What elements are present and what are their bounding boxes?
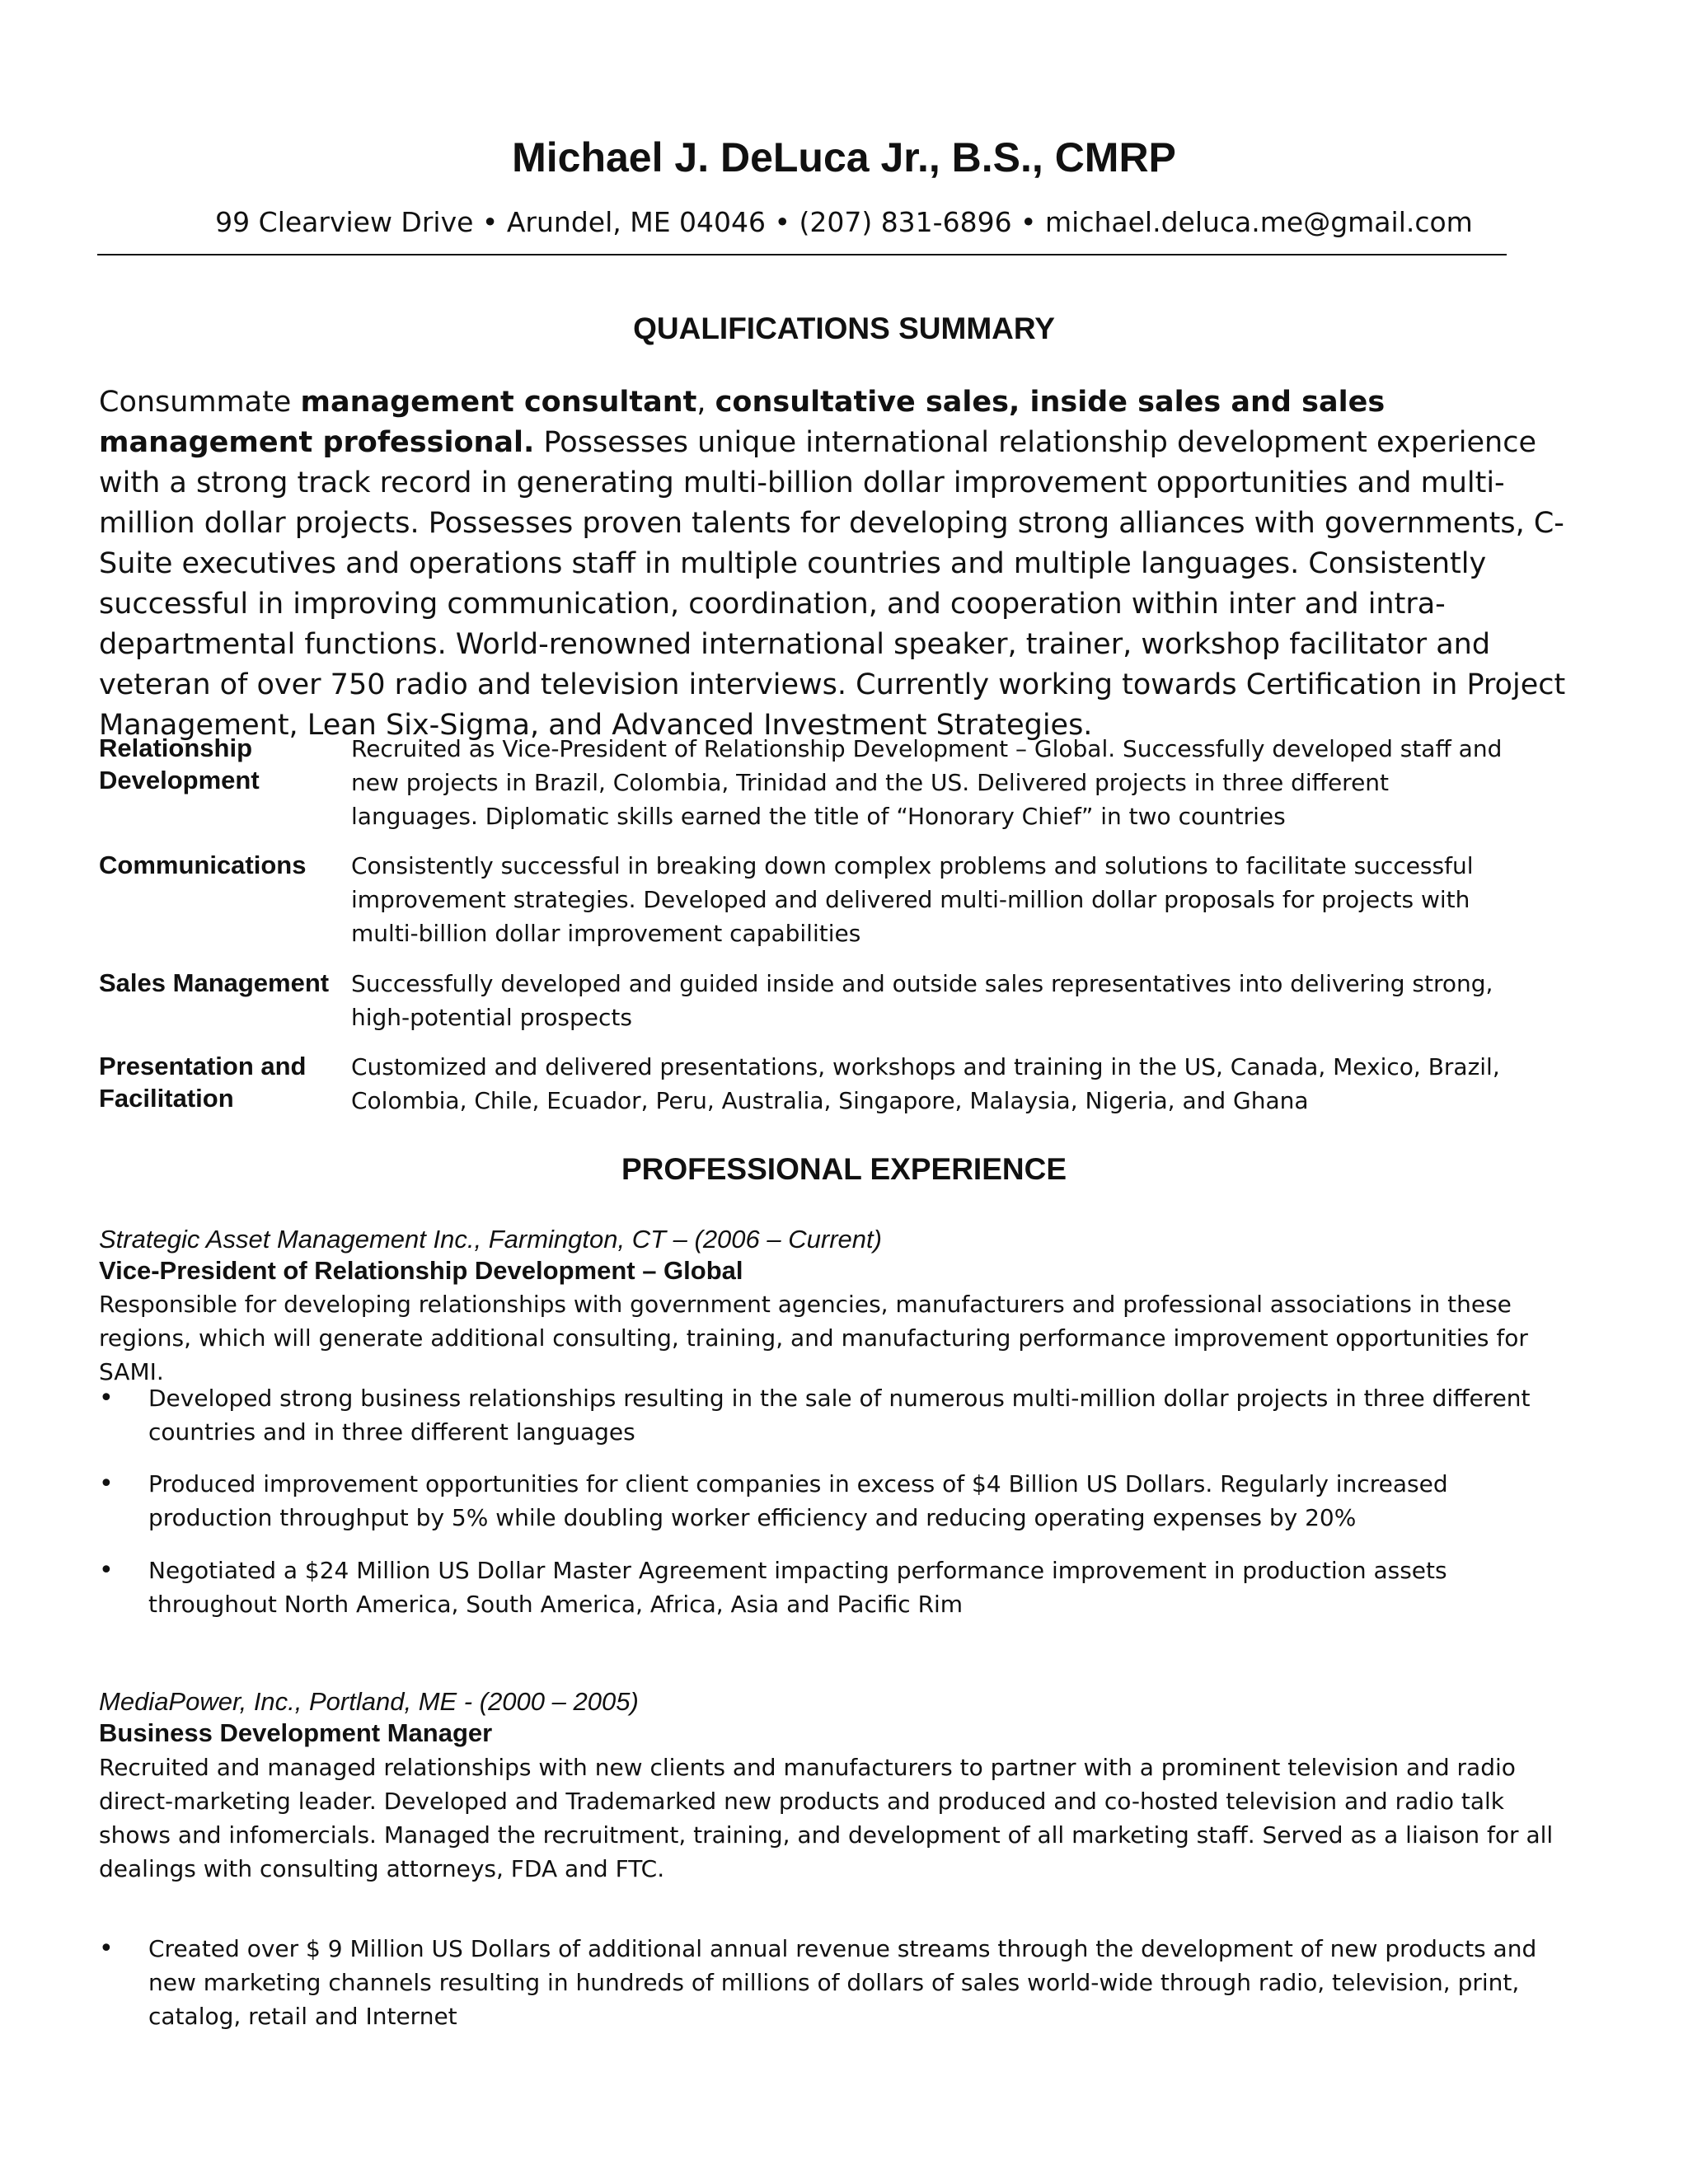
skill-label-presentation: Presentation and Facilitation bbox=[99, 1052, 307, 1113]
experience-heading: PROFESSIONAL EXPERIENCE bbox=[621, 1152, 1067, 1186]
bullet-marker: • bbox=[99, 1556, 114, 1585]
bullet-text: Negotiated a $24 Million US Dollar Master Agreement impacting performance improvement in production assets throughout North America, South America, Africa, Asia and Pacific Rim bbox=[148, 1557, 1447, 1618]
job-description: Recruited and managed relationships with new clients and manufacturers to partner with a prominent television and radio direct-marketing leader. Developed and Trademarked new products and produced and co-hosted television and radio talk shows and infomercials. Managed the recruitment, training, and development of all marketing staff. Served as a liaison for all dealings with consulting attorneys, FDA and FTC. bbox=[99, 1754, 1554, 1882]
skill-text-sales: Successfully developed and guided inside and outside sales representatives into delivering strong, high-potential prospects bbox=[351, 970, 1493, 1031]
summary-lead: Consummate bbox=[99, 386, 301, 419]
contact-line: 99 Clearview Drive • Arundel, ME 04046 • (207) 831-6896 • michael.deluca.me@gmail.com bbox=[215, 206, 1473, 238]
skill-text-presentation: Customized and delivered presentations, workshops and training in the US, Canada, Mexico, Brazil, Colombia, Chile, Ecuador, Peru, Australia, Singapore, Malaysia, Nigeria, and Ghana bbox=[351, 1053, 1500, 1114]
job-title: Business Development Manager bbox=[99, 1718, 493, 1747]
job-company: MediaPower, Inc., Portland, ME - (2000 – 2005) bbox=[99, 1687, 639, 1716]
bullet-text: Created over $ 9 Million US Dollars of additional annual revenue streams through the development of new products and new marketing channels resulting in hundreds of millions of dollars of sales world-wide through radio, television, print, catalog, retail and Internet bbox=[148, 1935, 1537, 2030]
summary-bold-2: consultative sales, inside sales and sales management professional. bbox=[99, 386, 1386, 459]
candidate-name: Michael J. DeLuca Jr., B.S., CMRP bbox=[512, 134, 1176, 180]
bullet-marker: • bbox=[99, 1384, 114, 1413]
bullet-text: Developed strong business relationships resulting in the sale of numerous multi-million dollar projects in three different countries and in three different languages bbox=[148, 1385, 1531, 1446]
skill-label-sales: Sales Management bbox=[99, 968, 330, 997]
skill-text-communications: Consistently successful in breaking down complex problems and solutions to facilitate successful improvement strategies. Developed and delivered multi-million dollar proposals for projects with multi-billion dollar improvement capabilities bbox=[351, 852, 1474, 947]
bullet-marker: • bbox=[99, 1469, 114, 1498]
skill-label-communications: Communications bbox=[99, 851, 307, 879]
skill-text-relationship: Recruited as Vice-President of Relationship Development – Global. Successfully developed staff and new projects in Brazil, Colombia, Trinidad and the US. Delivered projects in three different languages. Diplomatic skills earned the title of “Honorary Chief” in two countries bbox=[351, 735, 1503, 830]
qualifications-heading: QUALIFICATIONS SUMMARY bbox=[633, 312, 1055, 345]
summary-body: Possesses unique international relationship development experience with a strong track record in generating multi-billion dollar improvement opportunities and multi-million dollar projects. Possesses proven talents for developing strong alliances with governments, C-Suite executives and operations staff in multiple countries and multiple languages. Consistently successful in improving communication, coordination, and cooperation within inter and intra-departmental functions. World-renowned international speaker, trainer, workshop facilitator and veteran of over 750 radio and television interviews. Currently working towards Certification in Project Management, Lean Six-Sigma, and Advanced Investment Strategies. bbox=[99, 426, 1566, 742]
summary-bold-1: management consultant bbox=[300, 386, 697, 419]
skill-label-relationship: Relationship Development bbox=[99, 733, 260, 794]
job-company: Strategic Asset Management Inc., Farmington, CT – (2006 – Current) bbox=[99, 1225, 882, 1254]
bullet-text: Produced improvement opportunities for client companies in excess of $4 Billion US Dollars. Regularly increased production throughput by 5% while doubling worker efficiency and reducing operating expenses by 20% bbox=[148, 1470, 1448, 1531]
header-divider bbox=[97, 254, 1507, 255]
summary-separator: , bbox=[696, 386, 715, 419]
qualifications-summary bbox=[99, 382, 1566, 746]
job-title: Vice-President of Relationship Development – Global bbox=[99, 1256, 743, 1285]
job-description: Responsible for developing relationships with government agencies, manufacturers and professional associations in these regions, which will generate additional consulting, training, and manufacturing performance improvement opportunities for SAMI. bbox=[99, 1291, 1528, 1385]
bullet-marker: • bbox=[99, 1934, 114, 1963]
